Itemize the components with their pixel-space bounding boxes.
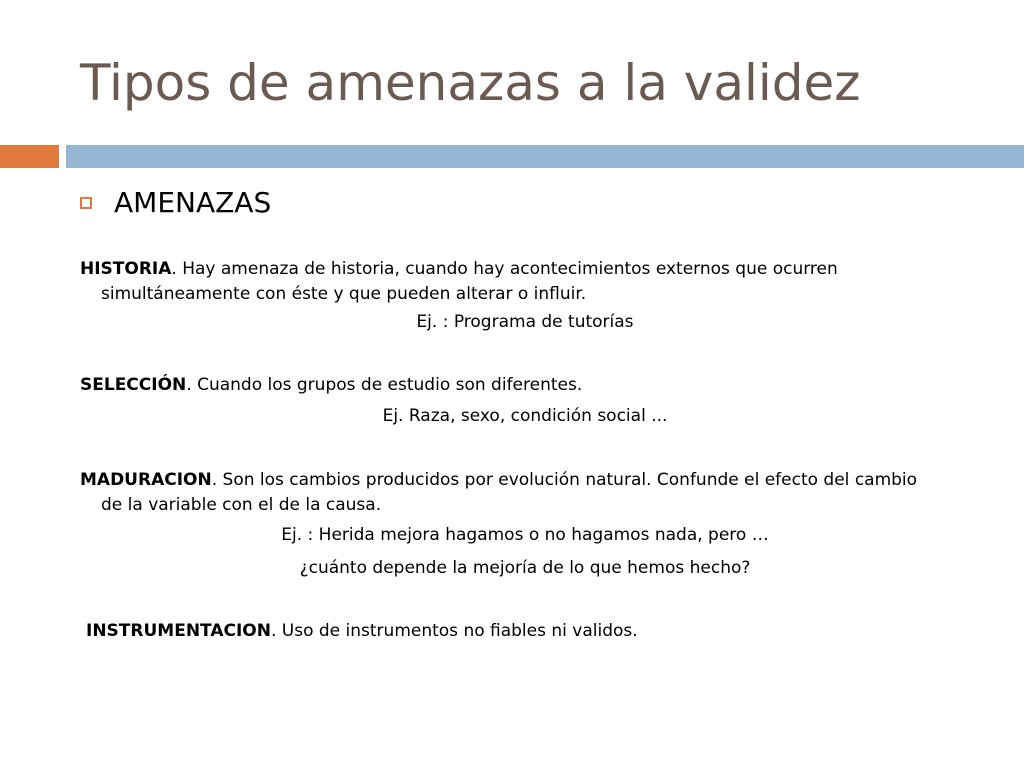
accent-bar-orange — [0, 145, 59, 168]
paragraph-instrumentacion — [86, 619, 986, 644]
example-maduracion-line1: Ej. : Herida mejora hagamos o no hagamos nada, pero … — [281, 525, 769, 545]
term-maduracion: MADURACION — [80, 470, 212, 490]
accent-bar-blue — [66, 145, 1024, 168]
example-maduracion-line2: ¿cuánto depende la mejoría de lo que hemos hecho? — [299, 558, 751, 578]
maduracion-text-line2: de la variable con el de la causa. — [101, 495, 382, 515]
bullet-amenazas — [80, 180, 271, 224]
term-instrumentacion: INSTRUMENTACION — [86, 621, 271, 641]
paragraph-maduracion — [80, 468, 980, 518]
seleccion-text: . Cuando los grupos de estudio son diferentes. — [186, 375, 583, 395]
example-historia: Ej. : Programa de tutorías — [416, 312, 634, 332]
square-bullet-icon — [80, 197, 92, 209]
paragraph-historia — [80, 257, 980, 307]
paragraph-seleccion — [80, 373, 980, 398]
slide-title: Tipos de amenazas a la validez — [80, 54, 861, 112]
term-historia: HISTORIA — [80, 259, 172, 279]
bullet-label: AMENAZAS — [114, 185, 272, 219]
historia-text-line1: . Hay amenaza de historia, cuando hay acontecimientos externos que ocurren — [171, 259, 838, 279]
term-seleccion: SELECCIÓN — [80, 375, 187, 395]
maduracion-text-line1: . Son los cambios producidos por evolución natural. Confunde el efecto del cambio — [211, 470, 918, 490]
example-seleccion: Ej. Raza, sexo, condición social ... — [382, 406, 668, 426]
instrumentacion-text: . Uso de instrumentos no fiables ni validos. — [270, 621, 638, 641]
historia-text-line2: simultáneamente con éste y que pueden alterar o influir. — [101, 284, 587, 304]
